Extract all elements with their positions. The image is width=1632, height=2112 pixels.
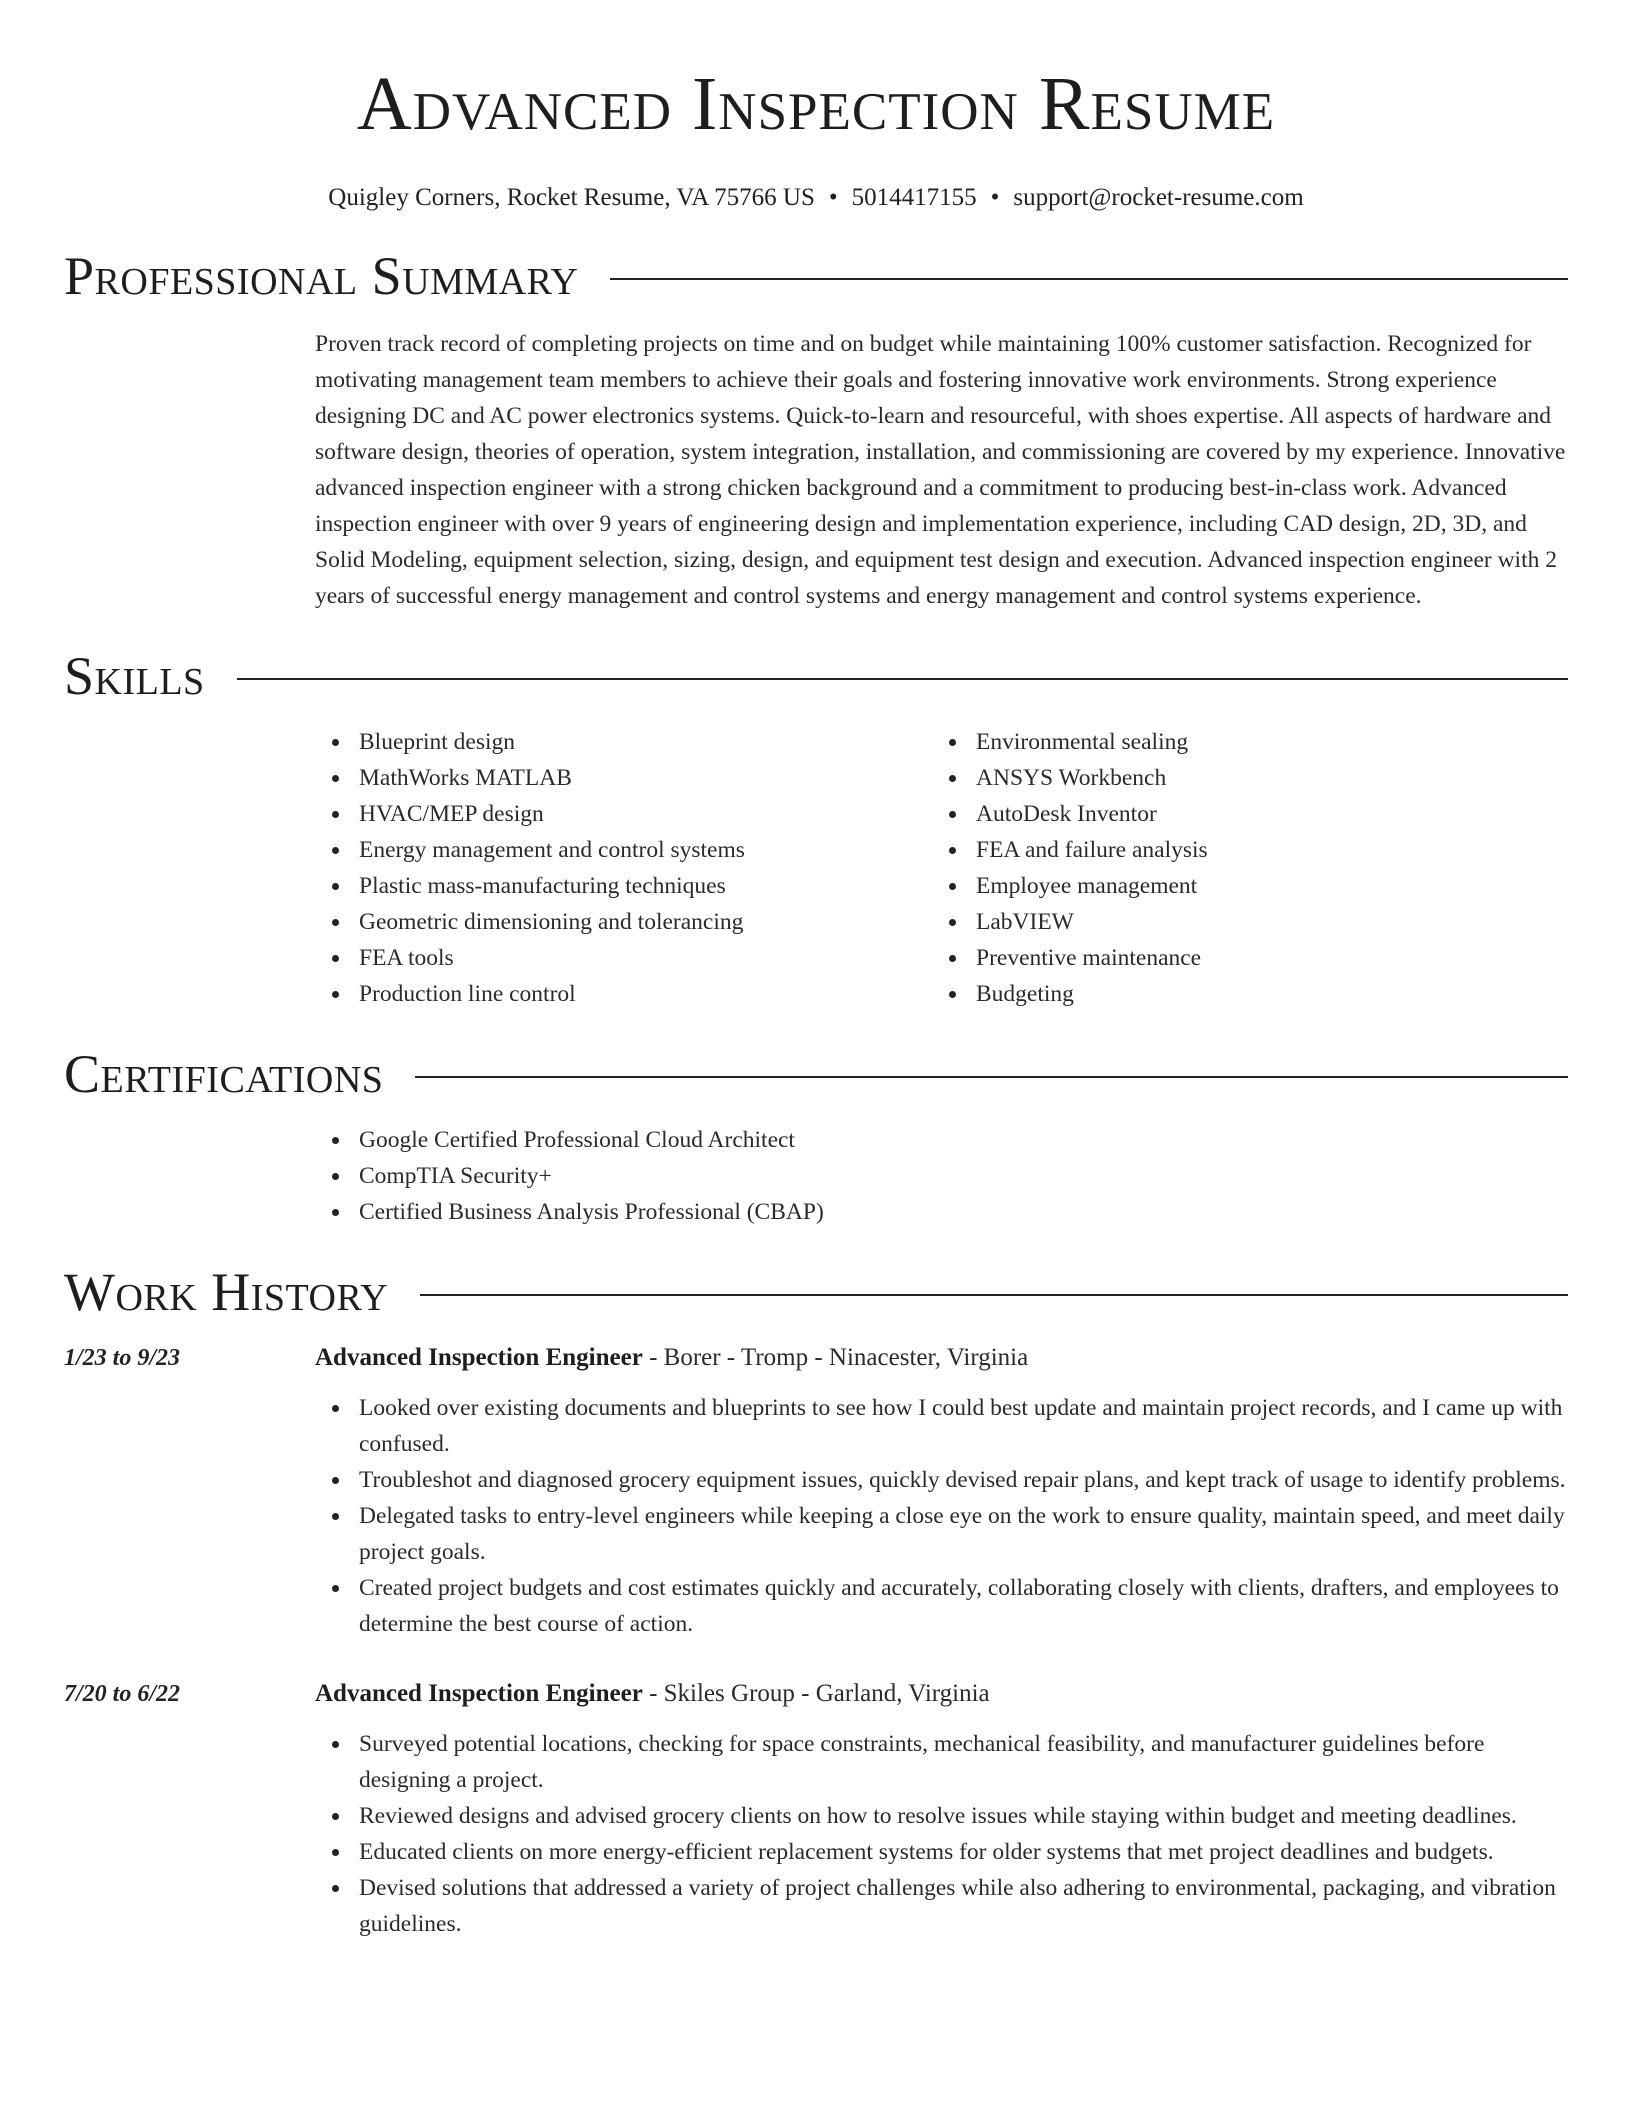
section-header-work-history bbox=[64, 1262, 1568, 1322]
contact-line bbox=[64, 182, 1568, 214]
job-bullet: Delegated tasks to entry-level engineers while keeping a close eye on the work to ensure quality, maintain speed, and meet daily project goals. bbox=[315, 1498, 1568, 1570]
skills-list bbox=[315, 724, 1568, 1012]
job-bullet: Troubleshot and diagnosed grocery equipment issues, quickly devised repair plans, and kept track of usage to identify problems. bbox=[315, 1462, 1568, 1498]
skill-item: Geometric dimensioning and tolerancing bbox=[315, 904, 932, 940]
section-title-work-history: Work History bbox=[64, 1262, 389, 1322]
job-company-location: - Borer - Tromp - Ninacester, Virginia bbox=[642, 1344, 1029, 1371]
contact-phone: 5014417155 bbox=[851, 184, 977, 211]
section-divider bbox=[610, 278, 1568, 280]
summary-text: Proven track record of completing projects on time and on budget while maintaining 100% customer satisfaction. Recognized for motivating management team members to achieve their goals and fostering innovative work environments. Strong experience designing DC and AC power electronics systems. Quick-to-learn and resourceful, with shoes expertise. All aspects of hardware and software design, theories of operation, system integration, installation, and commissioning are covered by my experience. Innovative advanced inspection engineer with a strong chicken background and a commitment to producing best-in-class work. Advanced inspection engineer with over 9 years of engineering design and implementation experience, including CAD design, 2D, 3D, and Solid Modeling, equipment selection, sizing, design, and equipment test design and execution. Advanced inspection engineer with 2 years of successful energy management and control systems and energy management and control systems experience. bbox=[315, 331, 1566, 609]
section-header-skills bbox=[64, 646, 1568, 706]
job-bullet: Devised solutions that addressed a variety of project challenges while also adhering to environmental, packaging, and vibration guidelines. bbox=[315, 1870, 1568, 1942]
skill-item: Production line control bbox=[315, 976, 932, 1012]
job-responsibilities bbox=[315, 1726, 1568, 1942]
job-entry bbox=[64, 1340, 1568, 1642]
job-bullet: Reviewed designs and advised grocery clients on how to resolve issues while staying within budget and meeting deadlines. bbox=[315, 1798, 1568, 1834]
skill-item: ANSYS Workbench bbox=[932, 760, 1549, 796]
section-header-certifications bbox=[64, 1044, 1568, 1104]
section-divider bbox=[415, 1076, 1568, 1078]
section-title-certifications: Certifications bbox=[64, 1044, 384, 1104]
contact-email: support@rocket-resume.com bbox=[1013, 184, 1304, 211]
section-divider bbox=[420, 1294, 1568, 1296]
certification-item: CompTIA Security+ bbox=[315, 1158, 1568, 1194]
job-title: Advanced Inspection Engineer bbox=[315, 1344, 643, 1371]
job-dates: 1/23 to 9/23 bbox=[64, 1345, 181, 1371]
skill-item: AutoDesk Inventor bbox=[932, 796, 1549, 832]
skills-column-left bbox=[315, 724, 932, 1012]
skill-item: Energy management and control systems bbox=[315, 832, 932, 868]
certification-item: Google Certified Professional Cloud Architect bbox=[315, 1122, 1568, 1158]
certifications-list bbox=[315, 1122, 1568, 1230]
job-bullet: Educated clients on more energy-efficient replacement systems for older systems that met project deadlines and budgets. bbox=[315, 1834, 1568, 1870]
contact-separator: • bbox=[990, 184, 1000, 211]
skill-item: FEA and failure analysis bbox=[932, 832, 1549, 868]
skill-item: Employee management bbox=[932, 868, 1549, 904]
skill-item: Environmental sealing bbox=[932, 724, 1549, 760]
job-responsibilities bbox=[315, 1390, 1568, 1642]
job-dates: 7/20 to 6/22 bbox=[64, 1681, 181, 1707]
job-bullet: Surveyed potential locations, checking for space constraints, mechanical feasibility, and manufacturer guidelines before designing a project. bbox=[315, 1726, 1568, 1798]
resume-title: Advanced Inspection Resume bbox=[356, 62, 1276, 146]
section-title-summary: Professional Summary bbox=[64, 246, 579, 306]
skill-item: Plastic mass-manufacturing techniques bbox=[315, 868, 932, 904]
job-heading bbox=[315, 1676, 1568, 1712]
section-header-summary bbox=[64, 246, 1568, 306]
skill-item: Preventive maintenance bbox=[932, 940, 1549, 976]
skill-item: HVAC/MEP design bbox=[315, 796, 932, 832]
job-bullet: Looked over existing documents and blueprints to see how I could best update and maintain project records, and I came up with confused. bbox=[315, 1390, 1568, 1462]
skills-column-right bbox=[932, 724, 1549, 1012]
job-title: Advanced Inspection Engineer bbox=[315, 1680, 643, 1707]
job-entry bbox=[64, 1676, 1568, 1942]
contact-separator: • bbox=[828, 184, 838, 211]
skill-item: Blueprint design bbox=[315, 724, 932, 760]
job-heading bbox=[315, 1340, 1568, 1376]
section-title-skills: Skills bbox=[64, 646, 205, 706]
skill-item: MathWorks MATLAB bbox=[315, 760, 932, 796]
certification-item: Certified Business Analysis Professional (CBAP) bbox=[315, 1194, 1568, 1230]
job-bullet: Created project budgets and cost estimates quickly and accurately, collaborating closely with clients, drafters, and employees to determine the best course of action. bbox=[315, 1570, 1568, 1642]
skill-item: Budgeting bbox=[932, 976, 1549, 1012]
section-divider bbox=[237, 678, 1568, 680]
job-company-location: - Skiles Group - Garland, Virginia bbox=[642, 1680, 990, 1707]
skill-item: LabVIEW bbox=[932, 904, 1549, 940]
contact-address: Quigley Corners, Rocket Resume, VA 75766 US bbox=[328, 184, 815, 211]
resume-page bbox=[64, 0, 1568, 1942]
skill-item: FEA tools bbox=[315, 940, 932, 976]
